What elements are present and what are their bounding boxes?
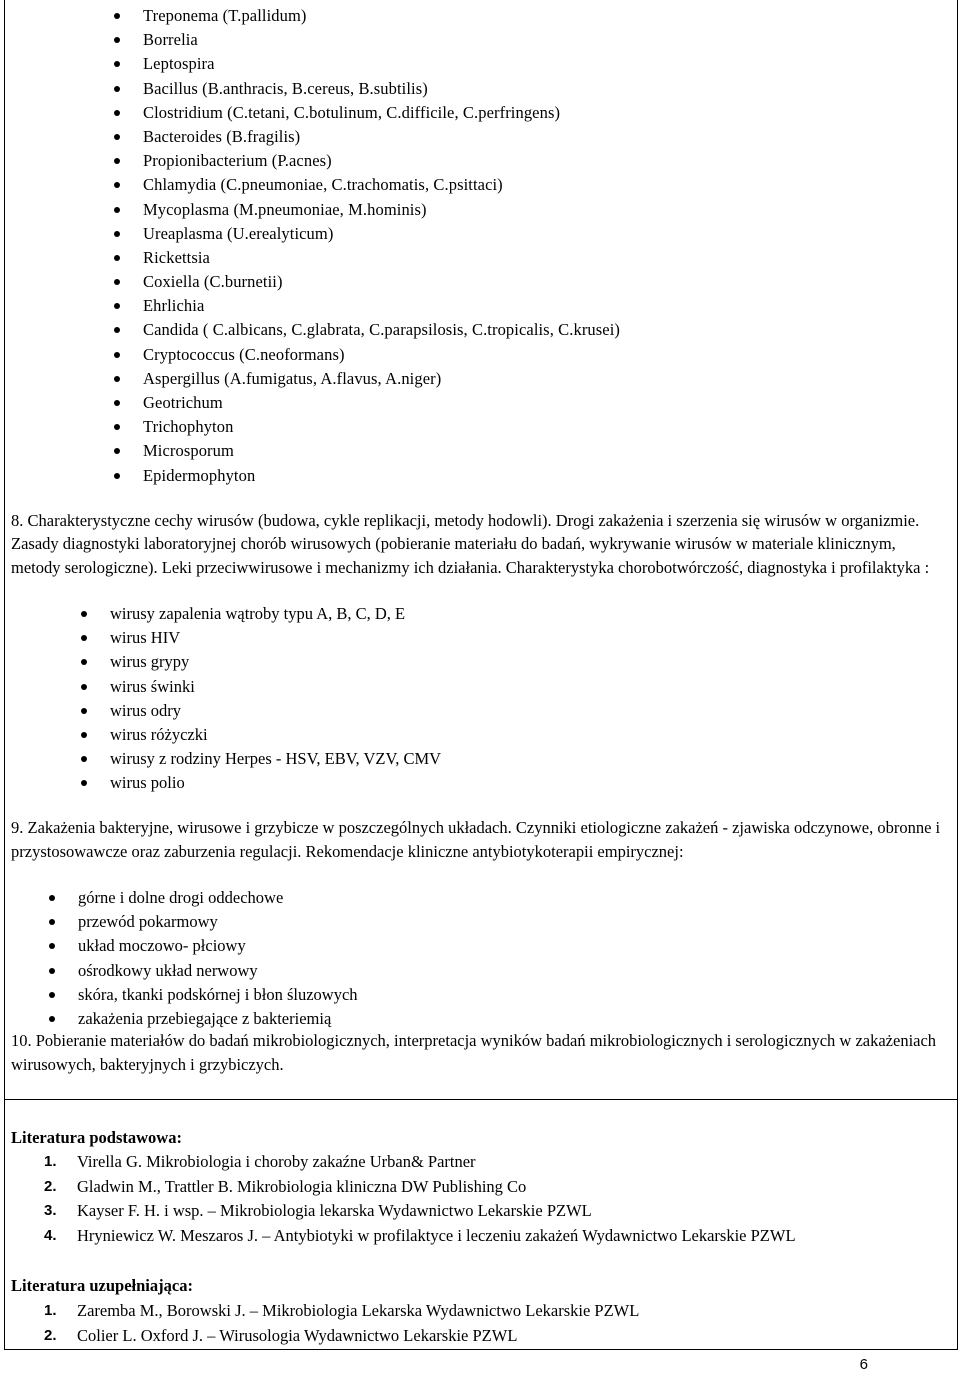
bacteria-item-text: Chlamydia (C.pneumoniae, C.trachomatis, C.psittaci)	[143, 175, 503, 195]
bacteria-item	[143, 149, 620, 173]
section-8-text: 8. Charakterystyczne cechy wirusów (budowa, cykle replikacji, metody hodowli). Drogi zakażenia i szerzenia się wirusów w organizmie. Zasady diagnostyki laboratoryjnej chorób wirusowych (pobieranie materiału do badań, wykrywanie wirusów w materiale klinicznym, metody serologiczne). Leki przeciwwirusowe i mechanizmy ich działania. Charakterystyka chorobotwórczość, diagnostyka i profilaktyka :	[11, 511, 930, 577]
bullet-icon	[49, 1016, 55, 1022]
bullet-icon	[81, 732, 87, 738]
bacteria-item	[143, 246, 620, 270]
bacteria-item	[143, 439, 620, 463]
bacteria-item	[143, 367, 620, 391]
infection-system-item-text: układ moczowo- płciowy	[78, 936, 246, 956]
bacteria-item	[143, 294, 620, 318]
virus-item	[110, 747, 441, 771]
entry-number: 1.	[44, 1153, 57, 1170]
bacteria-item	[143, 391, 620, 415]
bullet-icon	[114, 376, 120, 382]
entry-number: 3.	[44, 1202, 57, 1220]
bacteria-item	[143, 464, 620, 488]
bullet-icon	[81, 708, 87, 714]
bacteria-item-text: Trichophyton	[143, 417, 234, 437]
virus-item-text: wirus grypy	[110, 652, 190, 672]
bacteria-item-text: Leptospira	[143, 54, 215, 74]
bacteria-item	[143, 28, 620, 52]
bacteria-item-text: Geotrichum	[143, 393, 223, 412]
infection-system-item-text: ośrodkowy układ nerwowy	[78, 960, 258, 980]
basic-literature-heading: Literatura podstawowa:	[11, 1128, 182, 1147]
entry-text: Virella G. Mikrobiologia i choroby zakaźne Urban& Partner	[77, 1152, 476, 1171]
virus-item	[110, 699, 441, 723]
virus-item-text: wirus polio	[110, 773, 185, 793]
infection-system-item	[78, 886, 358, 910]
section-9-text: 9. Zakażenia bakteryjne, wirusowe i grzybicze w poszczególnych układach. Czynniki etiologiczne zakażeń - zjawiska odczynowe, obronne i przystosowawcze oraz zaburzenia regulacji. Rekomendacje kliniczne antybiotykoterapii empirycznej:	[11, 818, 941, 861]
entry-number: 2.	[44, 1177, 57, 1195]
bacteria-item	[143, 318, 620, 342]
infection-system-item-text: przewód pokarmowy	[78, 912, 218, 932]
bacteria-item-text: Borrelia	[143, 30, 198, 50]
virus-item	[110, 771, 441, 795]
virus-list	[110, 602, 441, 796]
bacteria-item-text: Epidermophyton	[143, 465, 256, 485]
bacteria-item	[143, 125, 620, 149]
infection-system-item-text: skóra, tkanki podskórnej i błon śluzowych	[78, 984, 358, 1004]
entry-number: 1.	[44, 1302, 57, 1319]
virus-item-text: wirus świnki	[110, 676, 195, 696]
section-10-text: 10. Pobieranie materiałów do badań mikrobiologicznych, interpretacja wyników badań mikrobiologicznych i serologicznych w zakażeniach wirusowych, bakteryjnych i grzybiczych.	[11, 1031, 937, 1074]
bacteria-item-text: Bacillus (B.anthracis, B.cereus, B.subtilis)	[143, 78, 428, 98]
bacteria-item	[143, 415, 620, 439]
virus-item	[110, 626, 441, 650]
bacteria-item-text: Ehrlichia	[143, 296, 205, 316]
infection-system-item	[78, 1007, 358, 1031]
virus-item	[110, 602, 441, 626]
infection-system-item-text: górne i dolne drogi oddechowe	[78, 888, 284, 907]
bullet-icon	[49, 992, 55, 998]
bullet-icon	[49, 968, 55, 974]
bullet-icon	[114, 255, 120, 261]
infection-system-item	[78, 934, 358, 958]
infection-system-item-text: zakażenia przebiegające z bakteriemią	[78, 1008, 332, 1028]
bacteria-item	[143, 77, 620, 101]
bacteria-item-text: Aspergillus (A.fumigatus, A.flavus, A.niger)	[143, 368, 442, 388]
virus-item-text: wirusy z rodziny Herpes - HSV, EBV, VZV, CMV	[110, 749, 442, 769]
bacteria-item	[143, 222, 620, 246]
infection-systems-list	[78, 886, 358, 1031]
bacteria-item-text: Microsporum	[143, 441, 234, 461]
bullet-icon	[114, 207, 120, 213]
bacteria-item-text: Mycoplasma (M.pneumoniae, M.hominis)	[143, 199, 427, 219]
virus-item	[110, 650, 441, 674]
bacteria-item-text: Ureaplasma (U.erealyticum)	[143, 223, 334, 243]
entry-number: 2.	[44, 1326, 57, 1344]
bacteria-item-text: Bacteroides (B.fragilis)	[143, 126, 301, 146]
bullet-icon	[114, 110, 120, 116]
bacteria-item	[143, 270, 620, 294]
virus-item	[110, 723, 441, 747]
bullet-icon	[49, 895, 55, 901]
bullet-icon	[81, 684, 87, 690]
bacteria-item-text: Clostridium (C.tetani, C.botulinum, C.difficile, C.perfringens)	[143, 102, 561, 122]
infection-system-item	[78, 910, 358, 934]
page-number: 6	[859, 1356, 868, 1373]
bacteria-item-text: Propionibacterium (P.acnes)	[143, 151, 332, 171]
bacteria-item	[143, 343, 620, 367]
bacteria-item	[143, 52, 620, 76]
virus-item-text: wirus HIV	[110, 628, 181, 648]
entry-number: 4.	[44, 1226, 57, 1244]
infection-system-item	[78, 959, 358, 983]
bacteria-item-text: Candida ( C.albicans, C.glabrata, C.parapsilosis, C.tropicalis, C.krusei)	[143, 320, 621, 340]
bullet-icon	[81, 611, 87, 617]
bacteria-list	[143, 4, 620, 488]
virus-item	[110, 675, 441, 699]
supplementary-literature-heading: Literatura uzupełniająca:	[11, 1276, 193, 1295]
infection-system-item	[78, 983, 358, 1007]
entry-text: Gladwin M., Trattler B. Mikrobiologia kliniczna DW Publishing Co	[77, 1176, 527, 1196]
bacteria-item-text: Treponema (T.pallidum)	[143, 6, 307, 25]
bacteria-item	[143, 173, 620, 197]
bullet-icon	[114, 231, 120, 237]
virus-item-text: wirusy zapalenia wątroby typu A, B, C, D, E	[110, 604, 406, 623]
bacteria-item-text: Rickettsia	[143, 247, 210, 267]
virus-item-text: wirus odry	[110, 700, 182, 720]
bullet-icon	[114, 13, 120, 19]
entry-text: Kayser F. H. i wsp. – Mikrobiologia lekarska Wydawnictwo Lekarskie PZWL	[77, 1201, 592, 1221]
virus-item-text: wirus różyczki	[110, 724, 208, 744]
bullet-icon	[114, 473, 120, 479]
bullet-icon	[114, 400, 120, 406]
entry-text: Zaremba M., Borowski J. – Mikrobiologia Lekarska Wydawnictwo Lekarskie PZWL	[77, 1301, 640, 1320]
bullet-icon	[114, 352, 120, 358]
bacteria-item-text: Coxiella (C.burnetii)	[143, 272, 283, 292]
entry-text: Colier L. Oxford J. – Wirusologia Wydawnictwo Lekarskie PZWL	[77, 1325, 518, 1345]
bullet-icon	[114, 86, 120, 92]
bacteria-item	[143, 198, 620, 222]
bacteria-item	[143, 101, 620, 125]
bacteria-item-text: Cryptococcus (C.neoformans)	[143, 344, 345, 364]
bacteria-item	[143, 4, 620, 28]
bullet-icon	[114, 134, 120, 140]
entry-text: Hryniewicz W. Meszaros J. – Antybiotyki w profilaktyce i leczeniu zakażeń Wydawnictwo Lekarskie PZWL	[77, 1225, 796, 1245]
